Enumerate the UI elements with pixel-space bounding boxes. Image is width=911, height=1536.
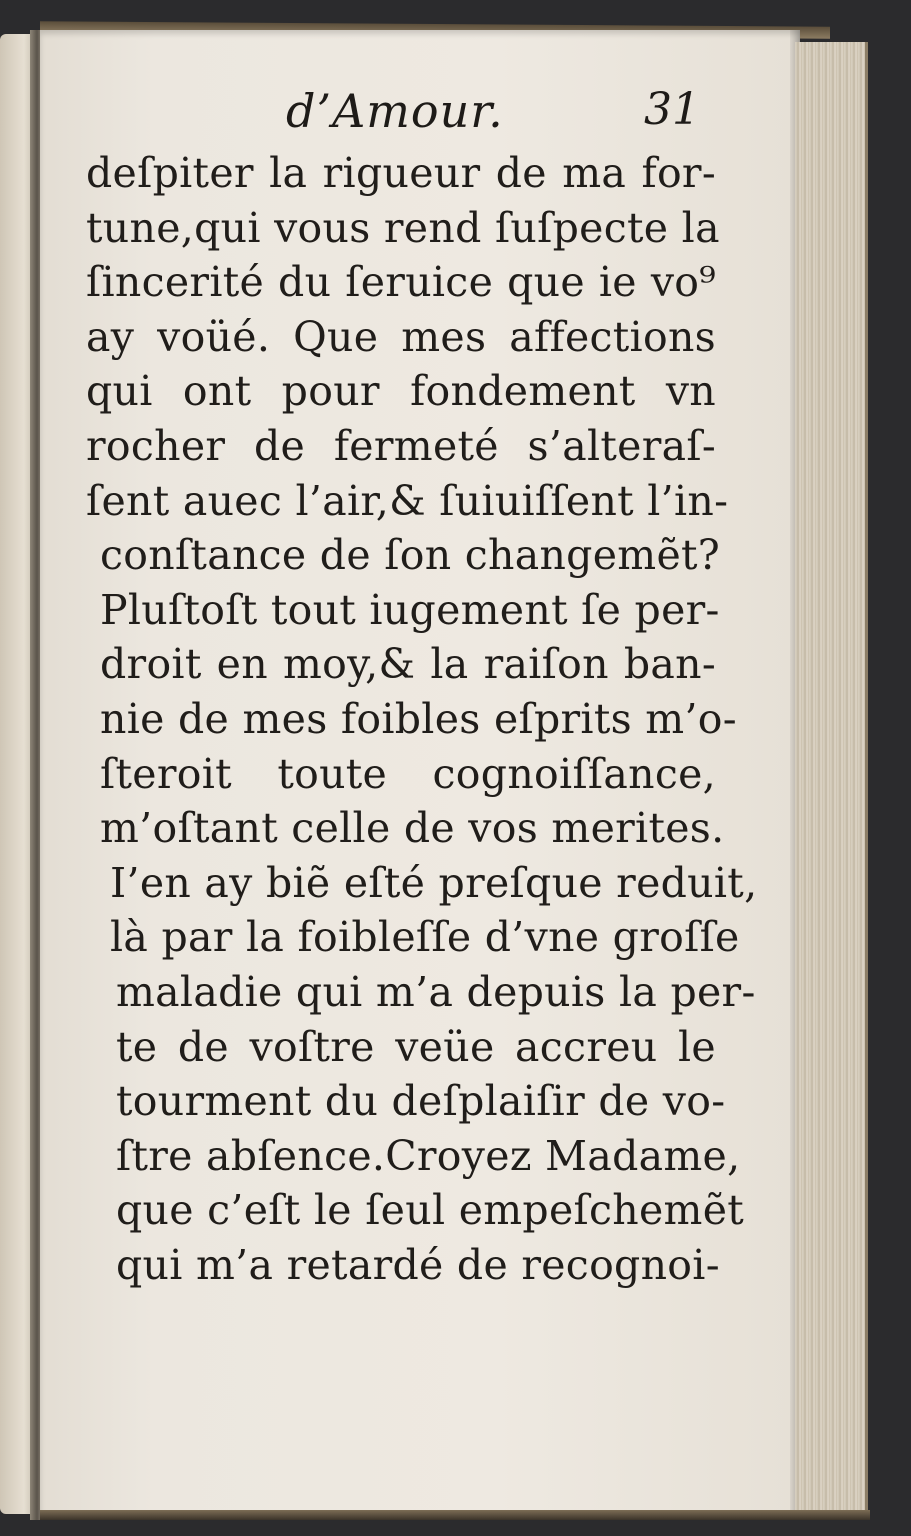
text-line: deſpiter la rigueur de ma for- — [86, 149, 716, 197]
text-line: maladie qui m’a depuis la per- — [116, 967, 756, 1016]
text-line: droit en moy,& la raiſon ban- — [100, 640, 716, 689]
page-header — [280, 84, 710, 144]
text-line: qui ont pour fondement vn — [86, 367, 716, 416]
text-line: m’oſtant celle de vos merites. — [100, 804, 725, 853]
text-line: tune,qui vous rend ſuſpecte la — [86, 203, 720, 252]
text-line: ſincerité du ſeruice que ie vo⁹ — [86, 258, 716, 307]
text-line: tourment du deſplaiſir de vo- — [116, 1077, 726, 1126]
text-line: là par la foibleſſe d’vne groſſe — [110, 913, 740, 962]
fore-edge-pages — [795, 42, 868, 1512]
text-line: ay voüé. Que mes affections — [86, 312, 716, 361]
text-line: qui m’a retardé de recognoi- — [116, 1240, 720, 1289]
text-line: te de voſtre veüe accreu le — [116, 1022, 716, 1071]
text-line: que c’eſt le ſeul empeſchemẽt — [116, 1186, 745, 1235]
text-line: Pluſtoſt tout iugement ſe per- — [100, 585, 720, 634]
body-text — [86, 146, 758, 1292]
text-line: rocher de fermeté s’alteraſ- — [86, 421, 716, 470]
bottom-page-edge — [40, 1510, 870, 1520]
text-line: nie de mes foibles eſprits m’o- — [100, 694, 737, 743]
text-line: I’en ay biẽ eſté preſque reduit, — [110, 858, 758, 907]
text-line: ſent auec l’air,& ſuiuiſſent l’in- — [86, 476, 729, 525]
text-line: conſtance de ſon changemẽt? — [100, 531, 721, 580]
page-number: 31 — [644, 84, 700, 135]
text-line: ſteroit toute cognoiſſance, — [100, 749, 716, 798]
text-line: ſtre abſence.Croyez Madame, — [116, 1131, 741, 1180]
running-title: d’Amour. — [286, 84, 504, 138]
